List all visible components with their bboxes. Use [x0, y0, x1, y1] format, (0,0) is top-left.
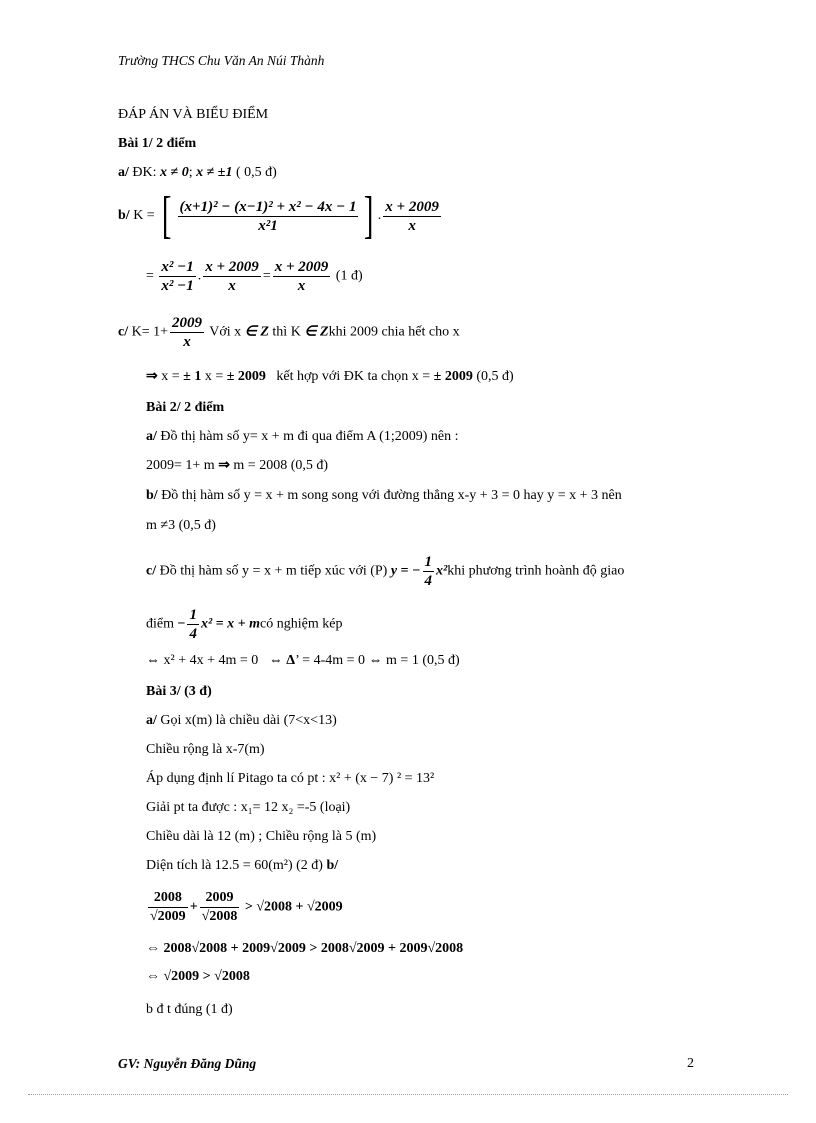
bai2-heading: Bài 2/ 2 điểm	[146, 400, 225, 415]
bai1-b-label: b/	[118, 208, 130, 224]
document-title: ĐÁP ÁN VÀ BIỂU ĐIỂM	[118, 107, 269, 122]
school-header: Trường THCS Chu Văn An Núi Thành	[118, 53, 325, 68]
bai2-a-line2: 2009= 1+ m ⇒ m = 2008 (0,5 đ)	[146, 458, 329, 473]
bai2-c-line3: ⇔ x² + 4x + 4m = 0 ⇔ Δ’ = 4-4m = 0 ⇔ m = 1 (0,5 đ)	[146, 653, 460, 668]
bai1-frac-c: $\frac{x + 2009}{x}$	[274, 259, 329, 294]
bai3-ineq1: $\frac{2008}{√2009}$ + $\frac{2009}{√2008}$ > √2008 + √2009	[150, 890, 343, 924]
bai1-a-sep: ;	[188, 165, 193, 180]
bai3-ineq3: ⇔ √2009 > √2008	[146, 969, 250, 984]
bai3-line4: Giải pt ta được : x₁= 12 x₂ =-5 (loại)	[146, 800, 351, 815]
bai1-a	[118, 164, 277, 182]
bai3-line3: Áp dụng định lí Pitago ta có pt : x² + (x − 7) ² = 13²	[146, 771, 435, 786]
bai1-b-fraction2: $\frac{x + 2009}{x}$	[385, 198, 439, 234]
bai1-b-line2: = $\frac{\text{x² −1}}{\text{x² −1}}$ . $\frac{x + 2009}{x}$ = $\frac{x + 2009}{x}$ (1 đ)	[146, 259, 363, 294]
footer-teacher: GV: Nguyễn Đăng Dũng	[118, 1056, 257, 1071]
bai3-line5: Chiều dài là 12 (m) ; Chiều rộng là 5 (m)	[146, 829, 377, 844]
footer-divider	[28, 1094, 788, 1095]
bai1-c-fraction: $\frac{2009}{x}$	[172, 315, 203, 350]
bai3-heading: Bài 3/ (3 đ)	[146, 684, 212, 699]
bai3-conclusion: b đ t đúng (1 đ)	[146, 1002, 233, 1017]
bai1-frac-b: $\frac{x + 2009}{x}$	[205, 259, 259, 294]
bai1-a-label: a/	[118, 165, 129, 180]
bai1-b-fraction: $\frac{\text{(x+1)² − (x−1)² + x² − 4x − 1}}{\text{x²1}}$	[179, 198, 357, 234]
bai3-ineq2: ⇔ 2008√2008 + 2009√2009 > 2008√2009 + 2009√2008	[146, 941, 464, 956]
bai3-line6: Diện tích là 12.5 = 60(m²) (2 đ) b/	[146, 858, 339, 873]
bai2-b: b/ Đồ thị hàm số y = x + m song song với đường thẳng x-y + 3 = 0 hay y = x + 3 nên	[146, 488, 622, 503]
bai3-frac2: $\frac{2009}{√2008}$	[201, 890, 238, 924]
bai1-b: b/ K = [ $\frac{\text{(x+1)² − (x−1)² + x² − 4x − 1}}{\text{x²1}}$ ] . $\frac{x + 2009}{x}$	[118, 187, 439, 244]
bai1-a-text: ĐK:	[132, 165, 157, 180]
bai1-c-line2: ⇒ x = ± 1 x = ± 2009 kết hợp với ĐK ta chọn x = ± 2009 (0,5 đ)	[146, 369, 514, 384]
bai1-a-cond1: x ≠ 0	[160, 165, 189, 180]
bai3-a: a/ Gọi x(m) là chiều dài (7<x<13)	[146, 713, 337, 728]
bai1-b-k: K =	[133, 208, 155, 224]
bai3-frac1: $\frac{2008}{√2009}$	[150, 890, 186, 924]
bai1-frac-a: $\frac{\text{x² −1}}{\text{x² −1}}$	[161, 259, 194, 294]
bai2-c-fraction: $\frac{1}{4}$	[424, 554, 433, 589]
bai2-c2-fraction: $\frac{1}{4}$	[189, 607, 197, 642]
bai1-c: c/ K= 1+ $\frac{2009}{x}$ Với x ∈ Z thì K ∈ Zkhi 2009 chia hết cho x	[118, 315, 460, 350]
bai1-a-cond2: x ≠ ±1	[196, 165, 233, 180]
bai2-c-line2: điểm − $\frac{1}{4}$ x² = x + mcó nghiệm kép	[146, 607, 343, 642]
bai1-heading: Bài 1/ 2 điểm	[118, 136, 197, 151]
bai2-b-line2: m ≠3 (0,5 đ)	[146, 518, 216, 533]
page-number: 2	[687, 1056, 694, 1071]
bai3-line2: Chiều rộng là x-7(m)	[146, 742, 265, 757]
bai2-a: a/ Đồ thị hàm số y= x + m đi qua điểm A (1;2009) nên :	[146, 429, 459, 444]
bai1-a-score: ( 0,5 đ)	[235, 165, 277, 180]
bai2-c: c/ Đồ thị hàm số y = x + m tiếp xúc với (P) y = − $\frac{1}{4}$ x²khi phương trình hoành độ giao	[146, 554, 625, 589]
